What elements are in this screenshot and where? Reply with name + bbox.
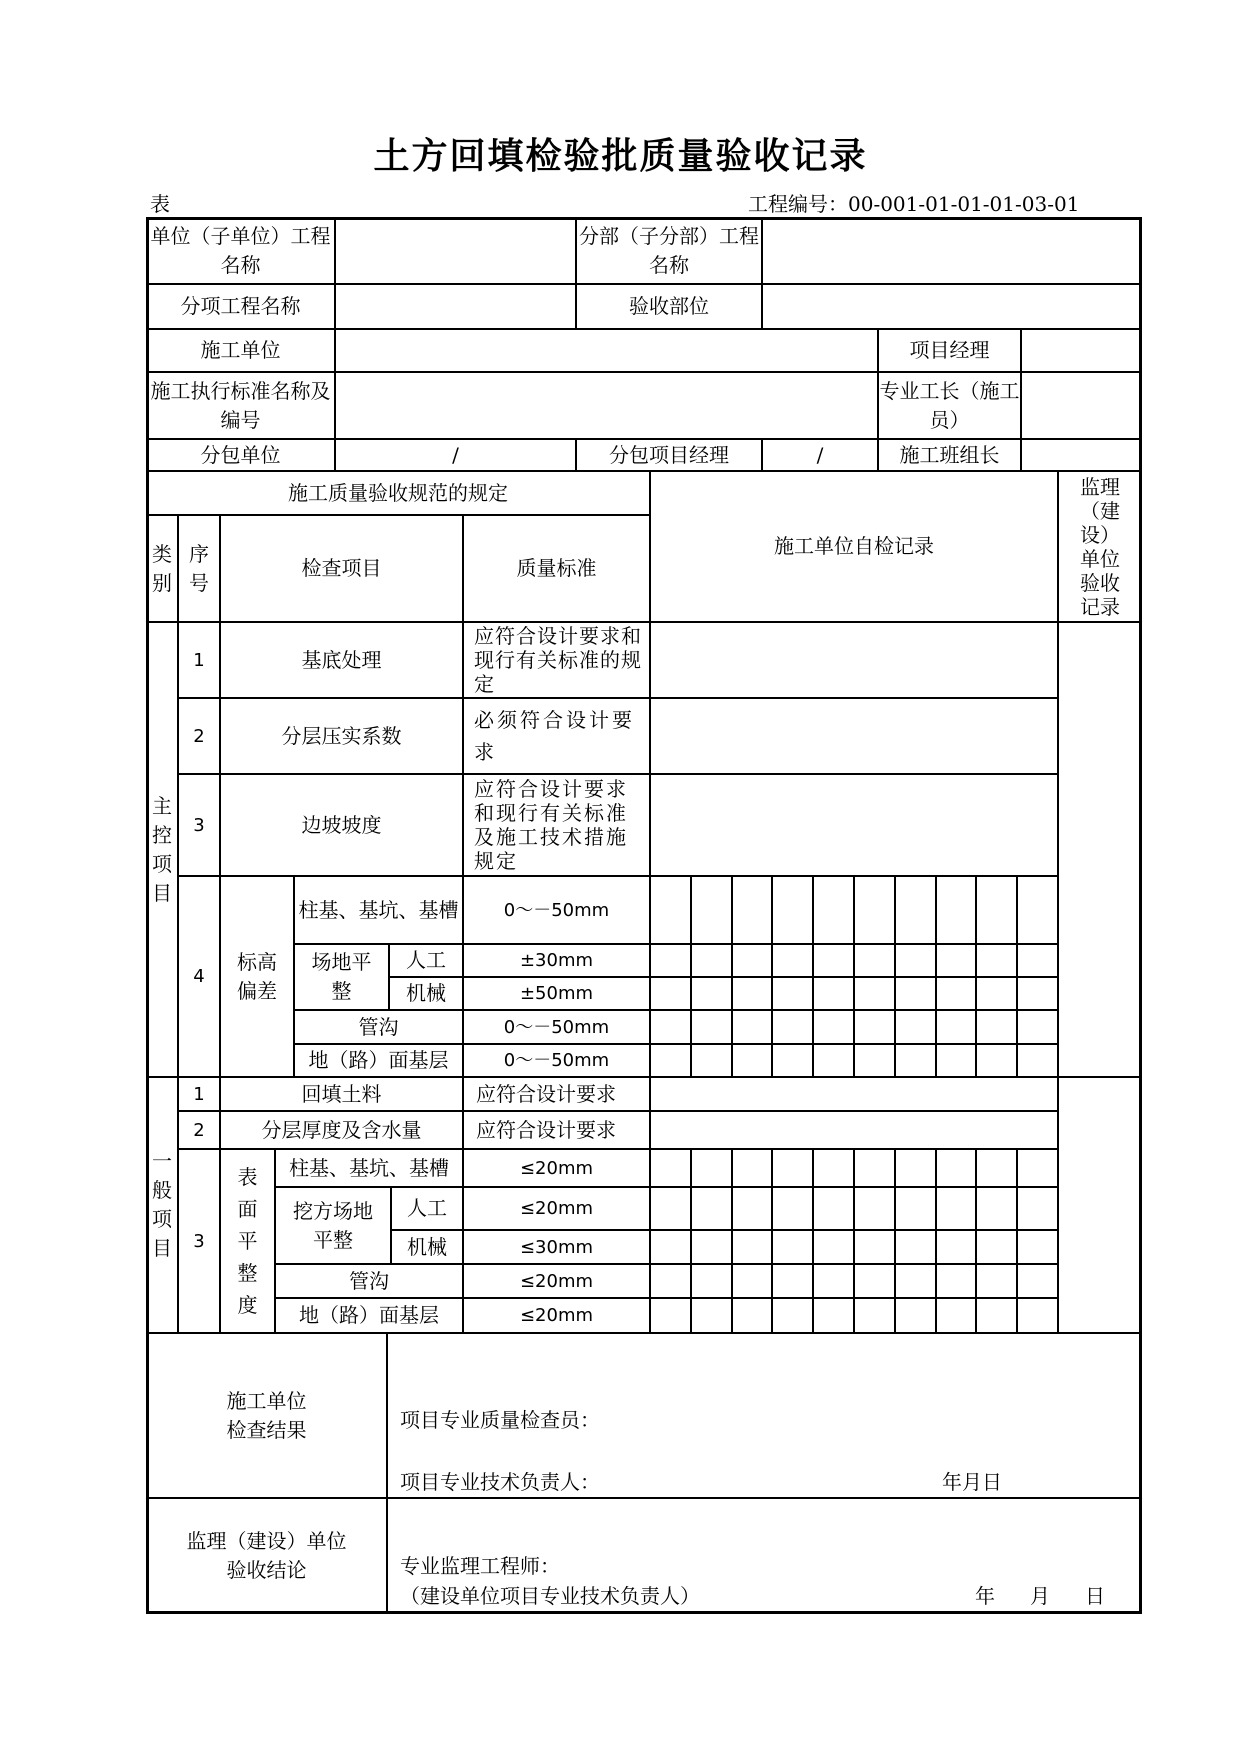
measurement-cell[interactable] [854,977,895,1010]
measurement-cell[interactable] [895,876,936,944]
measurement-cell[interactable] [691,1044,732,1077]
measurement-cell[interactable] [1017,1230,1058,1264]
measurement-cell[interactable] [936,944,977,977]
measurement-cell[interactable] [976,1187,1017,1230]
measurement-cell[interactable] [813,876,854,944]
supervisor-label: 专业监理工程师： [400,1554,560,1578]
measurement-cell[interactable] [732,977,773,1010]
measurement-cell[interactable] [854,1044,895,1077]
measurement-cell[interactable] [813,1230,854,1264]
g3-row5-standard: ≤20mm [463,1298,650,1333]
measurement-cell[interactable] [772,876,813,944]
measurement-cell[interactable] [650,977,691,1010]
check-result-text: 施工单位检查结果 [226,1388,307,1442]
m4-row2-name: 场地平整 [294,944,389,1010]
measurement-cell[interactable] [936,1010,977,1044]
check-item-header: 检查项目 [220,515,463,622]
main-item-3-record[interactable] [650,774,1058,876]
measurement-cell[interactable] [854,1149,895,1187]
measurement-cell[interactable] [854,1264,895,1298]
category-header: 类别 [146,515,178,622]
measurement-cell[interactable] [936,1044,977,1077]
measurement-cell[interactable] [691,876,732,944]
construction-unit-value[interactable] [335,329,878,372]
measurement-cell[interactable] [1017,1149,1058,1187]
measurement-cell[interactable] [772,1230,813,1264]
measurement-cell[interactable] [976,876,1017,944]
measurement-cell[interactable] [1017,1264,1058,1298]
sub-item-value[interactable] [335,284,576,329]
measurement-cell[interactable] [691,1149,732,1187]
measurement-cell[interactable] [732,1264,773,1298]
measurement-cell[interactable] [732,1298,773,1333]
measurement-cell[interactable] [936,1264,977,1298]
sub-item-label: 分项工程名称 [146,284,335,329]
date-2-year: 年 [975,1584,995,1608]
main-item-3-name: 边坡坡度 [220,774,463,876]
measurement-cell[interactable] [1017,1010,1058,1044]
measurement-cell[interactable] [854,1010,895,1044]
measurement-cell[interactable] [1017,1187,1058,1230]
measurement-cell[interactable] [854,1298,895,1333]
measurement-cell[interactable] [691,944,732,977]
check-result-label [146,1333,387,1498]
general-label: 一般项目 [146,1077,178,1333]
project-manager-value[interactable] [1021,329,1142,372]
g3-row2-sub: 人工 [391,1187,463,1230]
owner-tech-label: （建设单位项目专业技术负责人） [400,1584,700,1608]
measurement-cell[interactable] [772,1264,813,1298]
general-item-2-name: 分层厚度及含水量 [220,1111,463,1149]
m4-row3-sub: 机械 [389,977,463,1010]
g3-row3-standard: ≤30mm [463,1230,650,1264]
measurement-cell[interactable] [650,944,691,977]
m4-row3-standard: ±50mm [463,977,650,1010]
measurement-cell[interactable] [936,876,977,944]
main-item-2-seq: 2 [178,698,220,774]
m4-row4-standard: 0～－50mm [463,1010,650,1044]
measurement-cell[interactable] [772,1044,813,1077]
measurement-cell[interactable] [1017,876,1058,944]
measurement-cell[interactable] [895,1264,936,1298]
g3-row3-sub: 机械 [391,1230,463,1264]
g3-row1-name: 柱基、基坑、基槽 [275,1149,463,1187]
conclusion-text: 监理（建设）单位验收结论 [186,1529,347,1582]
main-control-label: 主控项目 [146,622,178,1077]
measurement-cell[interactable] [813,1264,854,1298]
project-code: 工程编号：00-001-01-01-01-03-01 [748,192,1080,216]
measurement-cell[interactable] [732,1010,773,1044]
measurement-cell[interactable] [732,1187,773,1230]
measurement-cell[interactable] [976,1010,1017,1044]
g3-row1-standard: ≤20mm [463,1149,650,1187]
main-item-2-record[interactable] [650,698,1058,774]
measurement-cell[interactable] [650,1149,691,1187]
measurement-cell[interactable] [813,1044,854,1077]
measurement-cell[interactable] [691,1010,732,1044]
date-2-month: 月 [1030,1584,1050,1608]
m4-row5-name: 地（路）面基层 [294,1044,463,1077]
acceptance-part-value[interactable] [762,284,1142,329]
general-item-2-seq: 2 [178,1111,220,1149]
quality-inspector-label: 项目专业质量检查员： [400,1408,600,1432]
measurement-cell[interactable] [732,876,773,944]
construction-unit-label: 施工单位 [146,329,335,372]
sub-pm-value[interactable]: / [762,439,878,471]
main-item-4-seq: 4 [178,876,220,1077]
measurement-cell[interactable] [895,1187,936,1230]
measurement-cell[interactable] [732,1149,773,1187]
general-item-3-seq: 3 [178,1149,220,1333]
m4-row1-standard: 0～－50mm [463,876,650,944]
measurement-cell[interactable] [732,1230,773,1264]
main-item-1-seq: 1 [178,622,220,698]
m4-row5-standard: 0～－50mm [463,1044,650,1077]
main-item-3-seq: 3 [178,774,220,876]
measurement-cell[interactable] [650,1010,691,1044]
measurement-cell[interactable] [650,1264,691,1298]
measurement-cell[interactable] [772,1298,813,1333]
measurement-cell[interactable] [854,1187,895,1230]
main-item-2-standard: 必须符合设计要求 [463,698,650,774]
seq-header: 序号 [178,515,220,622]
main-item-1-name: 基底处理 [220,622,463,698]
unit-project-value[interactable] [335,217,576,284]
measurement-cell[interactable] [976,1230,1017,1264]
measurement-cell[interactable] [691,1298,732,1333]
project-manager-label: 项目经理 [878,329,1021,372]
form-prefix: 表 [150,192,170,216]
measurement-cell[interactable] [895,1044,936,1077]
subcontractor-value[interactable]: / [335,439,576,471]
main-item-4-name: 标高偏差 [220,876,294,1077]
measurement-cell[interactable] [936,1230,977,1264]
page-title: 土方回填检验批质量验收记录 [373,135,868,177]
date-1: 年月日 [942,1470,1002,1494]
spec-header: 施工质量验收规范的规定 [146,471,650,515]
measurement-cell[interactable] [691,1187,732,1230]
main-control-supervision-record[interactable] [1058,622,1142,1077]
tech-lead-label: 项目专业技术负责人： [400,1470,600,1494]
supervision-header: 监理（建设）单位验收记录 [1058,471,1142,622]
measurement-cell[interactable] [772,1149,813,1187]
measurement-cell[interactable] [772,977,813,1010]
measurement-cell[interactable] [895,977,936,1010]
acceptance-part-label: 验收部位 [576,284,762,329]
measurement-cell[interactable] [976,944,1017,977]
measurement-cell[interactable] [936,1149,977,1187]
subcontractor-label: 分包单位 [146,439,335,471]
sub-pm-label: 分包项目经理 [576,439,762,471]
foreman-value[interactable] [1021,372,1142,439]
main-item-1-record[interactable] [650,622,1058,698]
measurement-cell[interactable] [976,977,1017,1010]
g3-row2-standard: ≤20mm [463,1187,650,1230]
measurement-cell[interactable] [895,1298,936,1333]
measurement-cell[interactable] [650,1044,691,1077]
measurement-cell[interactable] [772,1187,813,1230]
measurement-cell[interactable] [1017,977,1058,1010]
general-item-1-standard: 应符合设计要求 [463,1077,650,1111]
self-check-header: 施工单位自检记录 [650,471,1058,622]
general-item-2-record[interactable] [650,1111,1058,1149]
measurement-cell[interactable] [976,1149,1017,1187]
general-item-3-name: 表面平整度 [220,1149,275,1333]
general-item-1-record[interactable] [650,1077,1058,1111]
standard-name-value[interactable] [335,372,878,439]
measurement-cell[interactable] [650,1187,691,1230]
measurement-cell[interactable] [813,1010,854,1044]
measurement-cell[interactable] [895,1149,936,1187]
division-project-value[interactable] [762,217,1142,284]
measurement-cell[interactable] [976,1264,1017,1298]
standard-name-label: 施工执行标准名称及编号 [146,372,335,439]
measurement-cell[interactable] [1017,1044,1058,1077]
measurement-cell[interactable] [976,1298,1017,1333]
measurement-cell[interactable] [813,977,854,1010]
measurement-cell[interactable] [691,977,732,1010]
general-item-1-seq: 1 [178,1077,220,1111]
date-2-day: 日 [1085,1584,1105,1608]
measurement-cell[interactable] [732,944,773,977]
measurement-cell[interactable] [854,1230,895,1264]
general-supervision-record[interactable] [1058,1077,1142,1333]
measurement-cell[interactable] [813,944,854,977]
main-item-1-standard: 应符合设计要求和现行有关标准的规定 [463,622,650,698]
measurement-cell[interactable] [1017,1298,1058,1333]
measurement-cell[interactable] [895,1010,936,1044]
measurement-cell[interactable] [936,1298,977,1333]
measurement-cell[interactable] [813,1298,854,1333]
m4-row2-standard: ±30mm [463,944,650,977]
quality-standard-header: 质量标准 [463,515,650,622]
g3-row4-standard: ≤20mm [463,1264,650,1298]
general-item-1-name: 回填土料 [220,1077,463,1111]
measurement-cell[interactable] [976,1044,1017,1077]
conclusion-label [146,1498,387,1614]
g3-row4-name: 管沟 [275,1264,463,1298]
main-item-2-name: 分层压实系数 [220,698,463,774]
measurement-cell[interactable] [936,977,977,1010]
m4-row2-sub: 人工 [389,944,463,977]
measurement-cell[interactable] [854,944,895,977]
main-item-3-standard: 应符合设计要求和现行有关标准及施工技术措施规定 [463,774,650,876]
measurement-cell[interactable] [813,1187,854,1230]
m4-row1-name: 柱基、基坑、基槽 [294,876,463,944]
general-item-2-standard: 应符合设计要求 [463,1111,650,1149]
measurement-cell[interactable] [732,1044,773,1077]
measurement-cell[interactable] [813,1149,854,1187]
foreman-label: 专业工长（施工员） [878,372,1021,439]
measurement-cell[interactable] [691,1230,732,1264]
g3-row5-name: 地（路）面基层 [275,1298,463,1333]
measurement-cell[interactable] [895,944,936,977]
m4-row4-name: 管沟 [294,1010,463,1044]
measurement-cell[interactable] [1017,944,1058,977]
g3-row2-name: 挖方场地平整 [275,1187,391,1264]
team-leader-label: 施工班组长 [878,439,1021,471]
measurement-cell[interactable] [691,1264,732,1298]
measurement-cell[interactable] [772,944,813,977]
measurement-cell[interactable] [895,1230,936,1264]
unit-project-label: 单位（子单位）工程名称 [146,217,335,284]
measurement-cell[interactable] [772,1010,813,1044]
division-project-label: 分部（子分部）工程名称 [576,217,762,284]
measurement-cell[interactable] [650,1298,691,1333]
measurement-cell[interactable] [854,876,895,944]
team-leader-value[interactable] [1021,439,1142,471]
measurement-cell[interactable] [650,876,691,944]
measurement-cell[interactable] [650,1230,691,1264]
measurement-cell[interactable] [936,1187,977,1230]
